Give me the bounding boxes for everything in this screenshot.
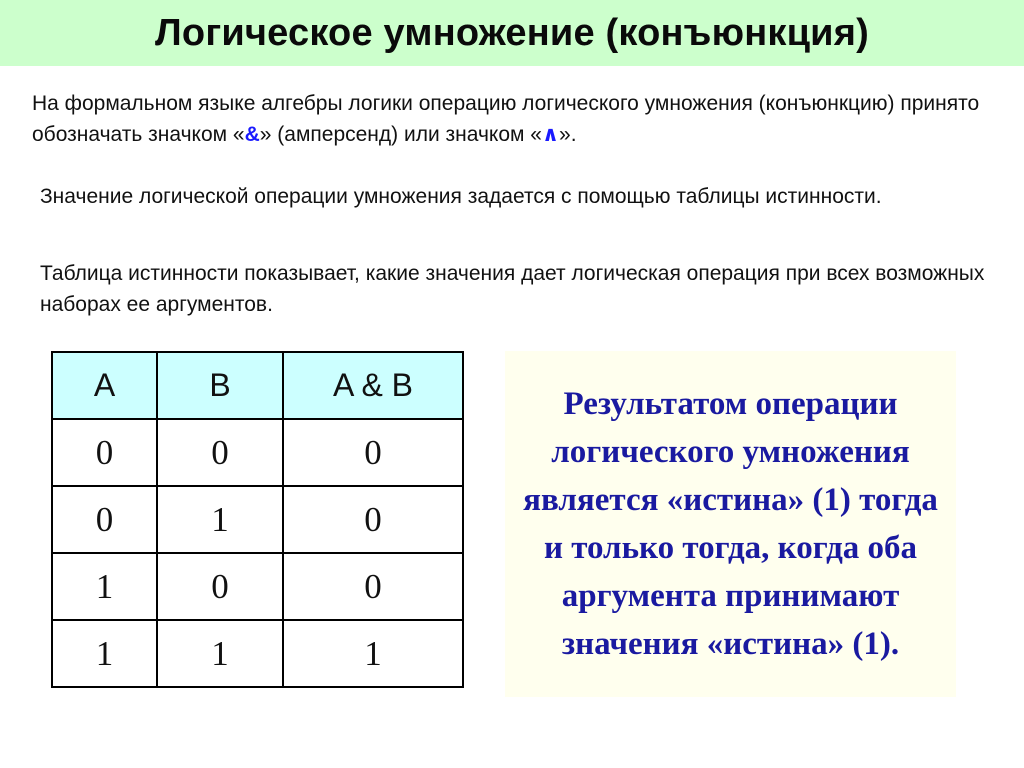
cell-b: 0 — [157, 419, 283, 486]
truth-table — [51, 351, 464, 688]
logical-and-symbol: ∧ — [541, 123, 560, 146]
table-row — [52, 486, 463, 553]
ampersand-symbol: & — [244, 123, 260, 146]
cell-b: 1 — [157, 486, 283, 553]
title-bar — [0, 0, 1024, 66]
cell-result: 1 — [283, 620, 463, 687]
paragraph-truth-table-intro: Значение логической операции умножения задается с помощью таблицы истинности. — [40, 185, 882, 208]
cell-b: 1 — [157, 620, 283, 687]
paragraph-truth-table-purpose: Таблица истинности показывает, какие значения дает логическая операция при всех возможных наборах ее аргументов. — [40, 262, 985, 316]
paragraph-notation-part2: » (амперсенд) или значком « — [259, 123, 542, 146]
table-row — [52, 620, 463, 687]
paragraph-notation — [32, 88, 982, 150]
cell-result: 0 — [283, 486, 463, 553]
page-title: Логическое умножение (конъюнкция) — [155, 11, 869, 54]
cell-result: 0 — [283, 553, 463, 620]
result-callout-box — [505, 351, 956, 697]
cell-a: 1 — [52, 620, 157, 687]
header-b: B — [157, 352, 283, 419]
truth-table-header-row — [52, 352, 463, 419]
header-a: A — [52, 352, 157, 419]
cell-b: 0 — [157, 553, 283, 620]
cell-a: 0 — [52, 419, 157, 486]
paragraph-notation-part1: На формальном языке алгебры логики операцию логического умножения (конъюнкцию) принято обозначать значком « — [32, 92, 980, 146]
cell-a: 1 — [52, 553, 157, 620]
paragraph-notation-part3: ». — [559, 123, 577, 146]
table-row — [52, 419, 463, 486]
cell-result: 0 — [283, 419, 463, 486]
cell-a: 0 — [52, 486, 157, 553]
result-statement: Результатом операции логического умножения является «истина» (1) тогда и только тогда, когда оба аргумента принимают значения «истина» (1). — [523, 386, 938, 662]
table-row — [52, 553, 463, 620]
header-a-and-b: A & B — [283, 352, 463, 419]
